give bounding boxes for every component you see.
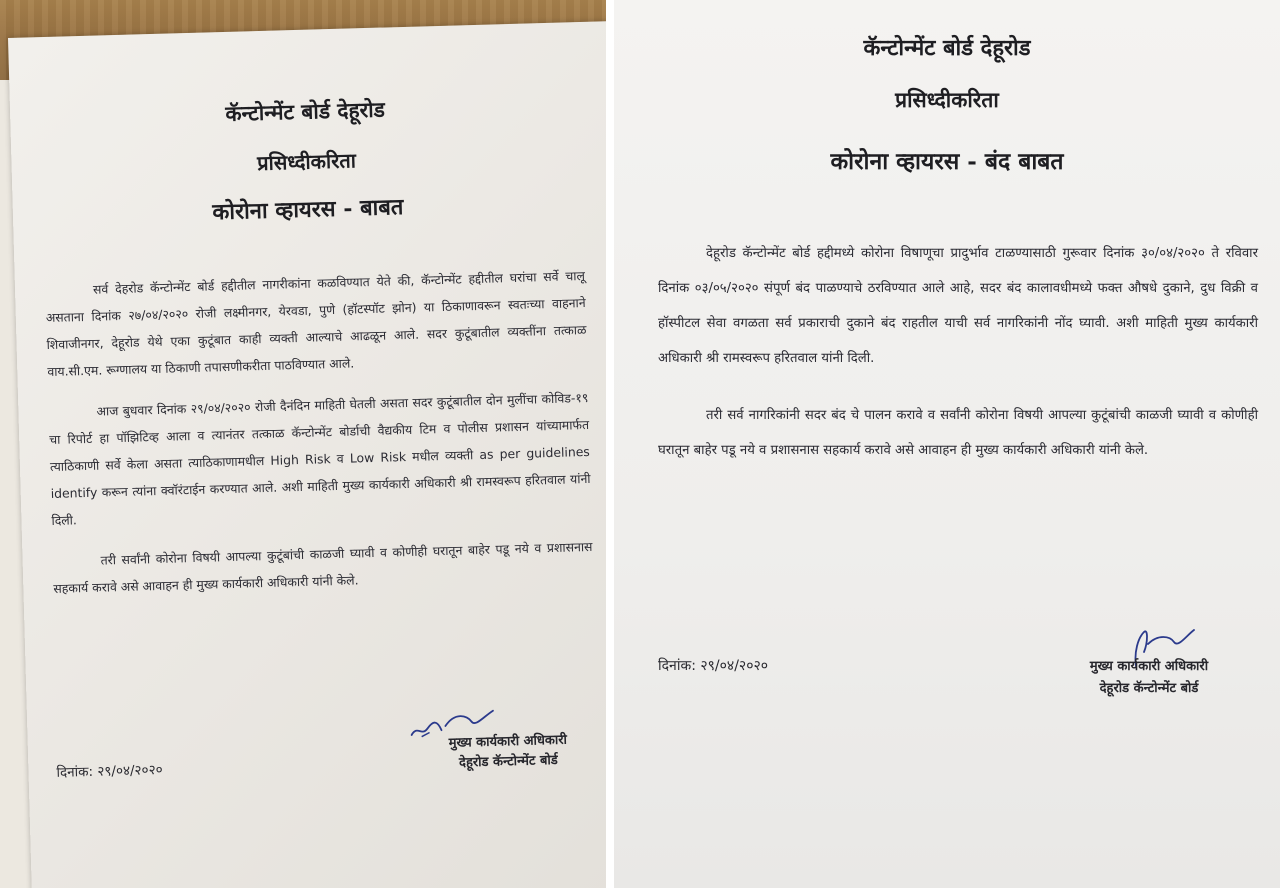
right-notice-photo: [614, 0, 1280, 888]
right-paragraph-1: देहूरोड कॅन्टोन्मेंट बोर्ड हद्दीमध्ये कोरोना विषाणूचा प्रादुर्भाव टाळण्यासाठी गुरूवार दिनांक ३०/०४/२०२० ते रविवार दिनांक ०३/०५/२०२० संपूर्ण बंद पाळण्याचे ठरविण्यात आले आहे, सदर बंद कालावधीमध्ये फक्त औषधे दुकाने, दुध विक्री व हॉस्पीटल सेवा वगळता सर्व प्रकाराची दुकाने बंद राहतील याची सर्व नागरिकांनी नोंद घ्यावी. अशी माहिती मुख्य कार्यकारी अधिकारी श्री रामस्वरूप हरितवाल यांनी दिली.: [658, 246, 1258, 366]
right-date: दिनांक: २९/०४/२०२०: [658, 658, 769, 674]
right-signatory-block: [1044, 656, 1254, 700]
right-subject-heading: कोरोना व्हायरस - बंद बाबत: [830, 148, 1064, 175]
left-signatory-org: देहूरोड कॅन्टोन्मेंट बोर्ड: [458, 752, 558, 771]
left-date: दिनांक: २९/०४/२०२०: [56, 761, 163, 781]
left-purpose-heading: प्रसिध्दीकरिता: [256, 148, 357, 176]
left-org-heading: कॅन्टोन्मेंट बोर्ड देहूरोड: [225, 96, 386, 126]
left-paragraph-3: तरी सर्वांनी कोरोना विषयी आपल्या कुटूंबांची काळजी घ्यावी व कोणीही घरातून बाहेर पडू नये व प्रशासनास सहकार्य करावे असे आवाहन ही मुख्य कार्यकारी अधिकारी यांनी केले.: [53, 538, 593, 596]
right-purpose-heading: प्रसिध्दीकरिता: [895, 87, 999, 112]
left-notice-sheet: [8, 21, 606, 888]
right-signatory-org: देहूरोड कॅन्टोन्मेंट बोर्ड: [1099, 681, 1199, 696]
left-notice-photo: [0, 0, 606, 888]
left-body: [45, 262, 594, 602]
left-paragraph-1: सर्व देहरोड कॅन्टोन्मेंट बोर्ड हद्दीतील नागरीकांना कळविण्यात येते की, कॅन्टोन्मेंट हद्दीतील घरांचा सर्वे चालू असताना दिनांक २७/०४/२०२० रोजी लक्ष्मीनगर, येरवडा, पुणे (हॉटस्पॉट झोन) या ठिकाणावरून स्वतःच्या वाहनाने शिवाजीनगर, देहूरोड येथे एका कुटूंबात काही व्यक्ती आल्याचे आढळून आले. सदर कुटूंबातील व्यक्तींना तत्काळ वाय.सी.एम. रूग्णालय या ठिकाणी तपासणीकरीता पाठविण्यात आले.: [45, 267, 587, 380]
right-body: [658, 236, 1258, 468]
left-signatory-block: [408, 730, 606, 776]
right-paragraph-2: तरी सर्व नागरिकांनी सदर बंद चे पालन करावे व सर्वांनी कोरोना विषयी आपल्या कुटूंबांची काळजी घ्यावी व कोणीही घरातून बाहेर पडू नये व प्रशासनास सहकार्य करावे असे आवाहन ही मुख्य कार्यकारी अधिकारी यांनी केले.: [658, 408, 1258, 458]
left-subject-heading: कोरोना व्हायरस - बाबत: [212, 194, 404, 226]
right-org-heading: कॅन्टोन्मेंट बोर्ड देहूरोड: [863, 35, 1031, 61]
left-signatory-title: मुख्य कार्यकारी अधिकारी: [448, 732, 568, 751]
right-signatory-title: मुख्य कार्यकारी अधिकारी: [1089, 659, 1209, 674]
left-paragraph-2: आज बुधवार दिनांक २९/०४/२०२० रोजी दैनंदिन माहिती घेतली असता सदर कुटूंबातील दोन मुलींचा कोविड-१९ चा रिपोर्ट हा पॉझिटिव्ह आला व त्यानंतर तत्काळ कॅन्टोन्मेंट बोर्डाची वैद्यकीय टिम व पोलीस प्रशासन यांच्यामार्फत त्याठिकाणी सर्वे केला असता त्याठिकाणामधील High Risk व Low Risk मधील व्यक्ती as per guidelines identify करून त्यांना क्वॉरंटाईन करण्यात आले. अशी माहिती मुख्य कार्यकारी अधिकारी श्री रामस्वरूप हरितवाल यांनी दिली.: [49, 389, 591, 528]
